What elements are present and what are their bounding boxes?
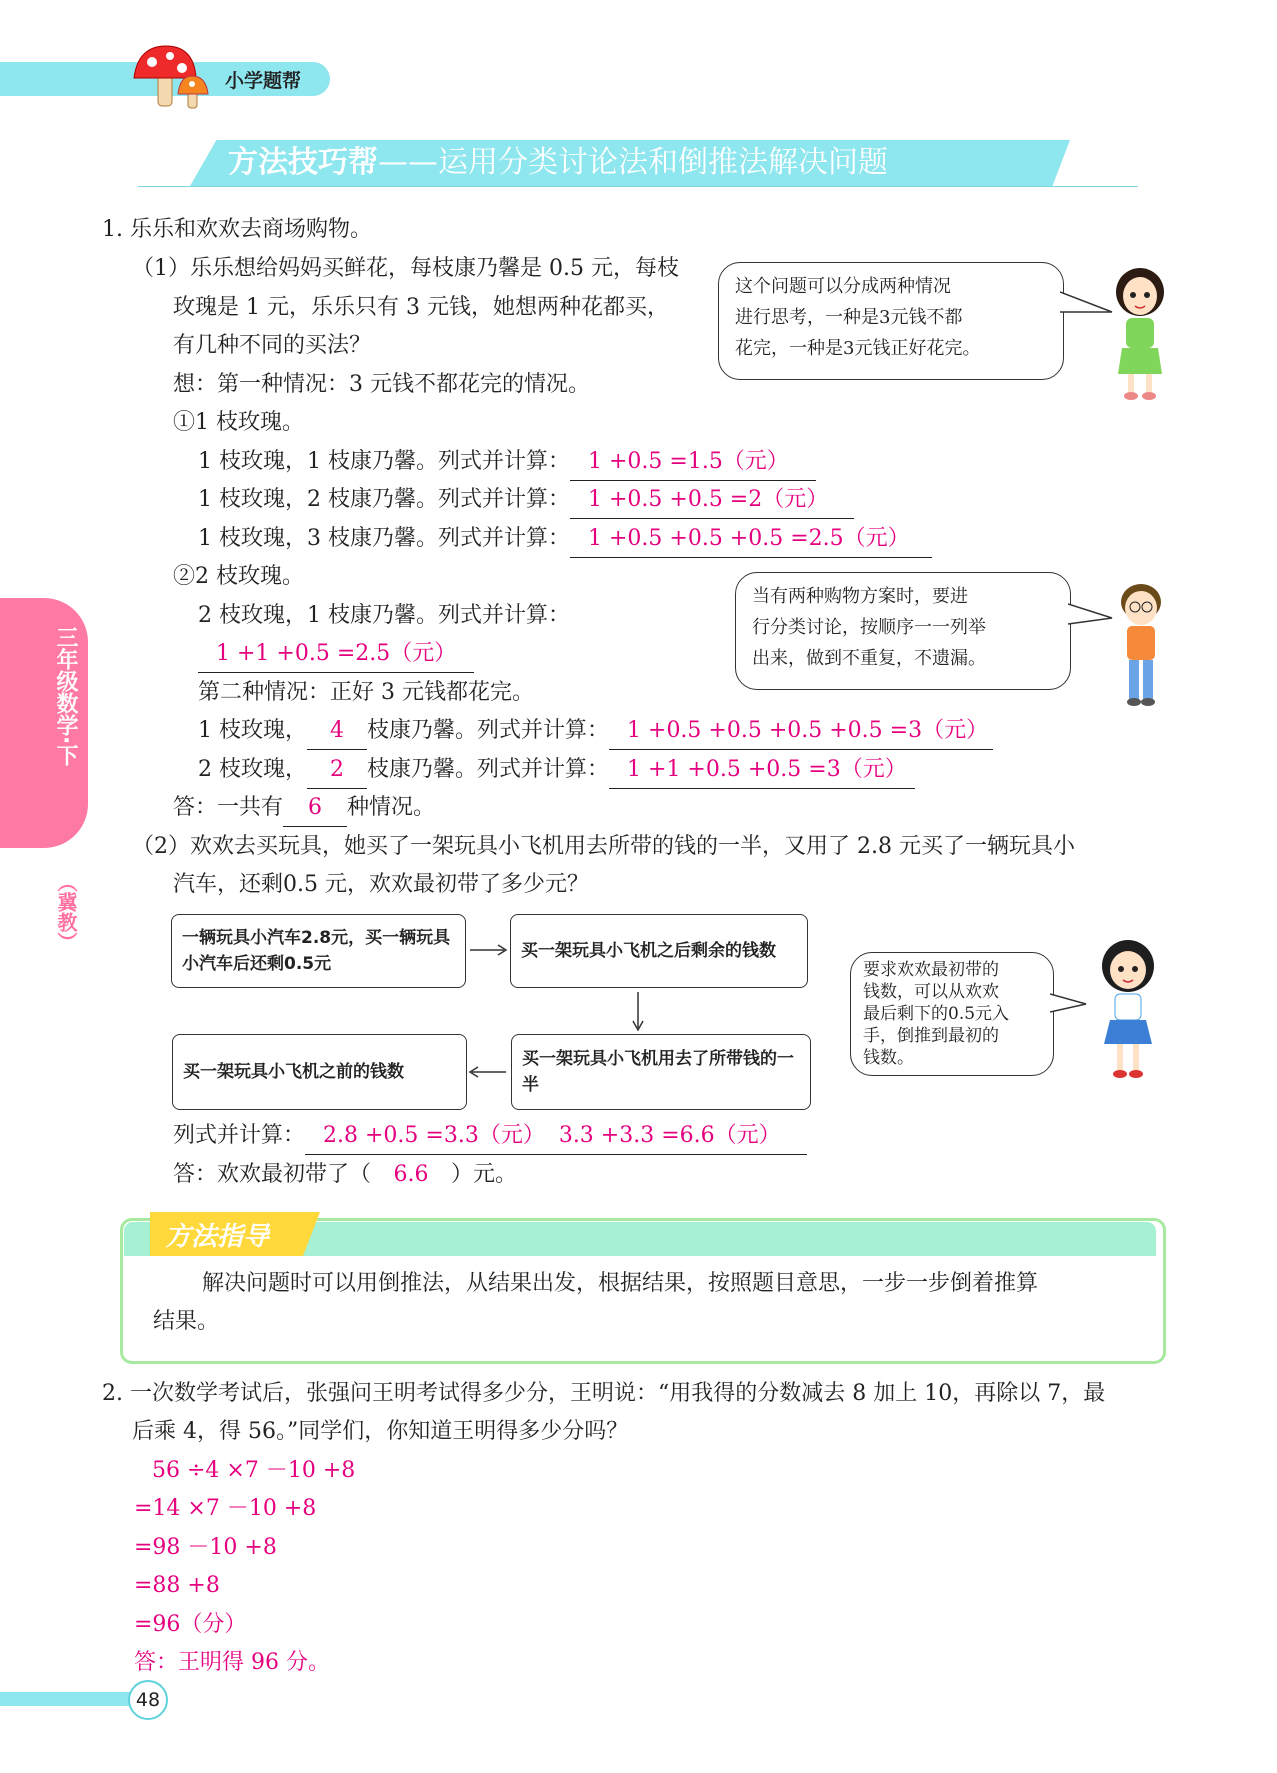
section-title-main: 方法技巧帮 [228,145,378,180]
method-guide-label: 方法指导 [165,1222,270,1252]
q1-p2-line2: 汽车，还剩0.5 元，欢欢最初带了多少元？ [173,872,589,897]
row2-label: 1 枝玫瑰，2 枝康乃馨。列式并计算： [198,487,570,512]
row5-answer: 1 +0.5 +0.5 +0.5 +0.5 =3（元） [609,713,993,750]
q1-p1-line2: 玫瑰是 1 元，乐乐只有 3 元钱，她想两种花都买， [173,295,669,320]
row3-label: 1 枝玫瑰，3 枝康乃馨。列式并计算： [198,526,570,551]
row6-prefix: 2 枝玫瑰， [198,757,307,782]
q2-step: =96（分） [134,1612,247,1637]
bubble1-line: 进行思考，一种是3元钱不都 [735,307,963,328]
section-title-sub: ——运用分类讨论法和倒推法解决问题 [378,145,888,180]
bubble2-line: 当有两种购物方案时，要进 [752,586,968,607]
q1-row4-label: 2 枝玫瑰，1 枝康乃馨。列式并计算： [198,603,570,628]
bubble3-line: 钱数。 [863,1048,914,1068]
method-line1: 解决问题时可以用倒推法，从结果出发，根据结果，按照题目意思，一步一步倒着推算 [202,1271,1039,1296]
row2-answer: 1 +0.5 +0.5 =2（元） [570,482,854,519]
q2-line1: 2. 一次数学考试后，张强问王明考试得多少分，王明说：“用我得的分数减去 8 加上 10，再除以 7，最 [102,1381,1106,1406]
row1-answer: 1 +0.5 =1.5（元） [570,444,816,481]
answer-prefix: 答：一共有 [173,795,284,820]
final-blank: 6.6 [393,1162,429,1187]
q1-final-answer [173,1157,517,1193]
q1-p1-line3: 有几种不同的买法？ [173,333,372,358]
q1-case1: ①1 枝玫瑰。 [173,410,304,435]
row3-answer: 1 +0.5 +0.5 +0.5 =2.5（元） [570,521,932,558]
q2-step: 56 ÷4 ×7 －10 +8 [152,1458,356,1483]
row4-answer: 1 +1 +0.5 =2.5（元） [198,636,474,673]
girl2-character-icon [1088,936,1168,1090]
q1-intro: 1. 乐乐和欢欢去商场购物。 [102,217,372,242]
row5-suffix: 枝康乃馨。列式并计算： [367,718,610,743]
page-number: 48 [128,1680,168,1720]
q2-step: =98 －10 +8 [134,1535,277,1560]
flow-box-after-plane: 买一架玩具小飞机之后剩余的钱数 [510,914,808,988]
row5-blank: 4 [307,713,367,750]
row1-label: 1 枝玫瑰，1 枝康乃馨。列式并计算： [198,449,570,474]
q1-second-case: 第二种情况：正好 3 元钱都花完。 [198,680,534,705]
row5-prefix: 1 枝玫瑰， [198,718,307,743]
brand-label: 小学题帮 [225,70,302,92]
row6-blank: 2 [307,752,367,789]
bubble3-line: 手，倒推到最初的 [863,1026,999,1046]
grade-label: 三年级数学·下 [53,626,78,767]
q2-answer: 答：王明得 96 分。 [134,1650,330,1675]
method-line2: 结果。 [153,1309,220,1334]
bubble3-tail [1050,990,1090,1024]
row6-answer: 1 +1 +0.5 +0.5 =3（元） [609,752,915,789]
bubble3-line: 最后剩下的0.5元入 [863,1004,1010,1024]
edition-label: （冀教） [54,872,78,952]
final-prefix: 答：欢欢最初带了（ [173,1162,372,1187]
bubble2-line: 出来，做到不重复，不遗漏。 [752,648,986,669]
final-suffix: ）元。 [451,1162,518,1187]
answer-blank: 6 [283,790,347,827]
q2-line2: 后乘 4，得 56。”同学们，你知道王明得多少分吗？ [132,1419,629,1444]
hint-bubble-3 [850,952,1054,1076]
q1-think: 想：第一种情况：3 元钱不都花完的情况。 [173,372,590,397]
calc-answer: 2.8 +0.5 =3.3（元） 3.3 +3.3 =6.6（元） [305,1118,807,1155]
bubble3-line: 要求欢欢最初带的 [863,960,999,980]
q1-case2: ②2 枝玫瑰。 [173,564,304,589]
q1-p1-line1: （1）乐乐想给妈妈买鲜花，每枝康乃馨是 0.5 元，每枝 [132,256,679,281]
bubble3-line: 钱数，可以从欢欢 [863,982,999,1002]
flow-box-remaining-after-car: 一辆玩具小汽车2.8元，买一辆玩具小汽车后还剩0.5元 [171,914,466,988]
q1-p2-line1: （2）欢欢去买玩具，她买了一架玩具小飞机用去所带的钱的一半，又用了 2.8 元买了一辆玩具小 [132,834,1075,859]
bubble2-line: 行分类讨论，按顺序一一列举 [752,617,986,638]
flow-box-before-plane: 买一架玩具小飞机之前的钱数 [172,1034,467,1110]
q1-calc [173,1118,807,1155]
q2-step: =14 ×7 －10 +8 [134,1496,317,1521]
q2-step: =88 +8 [134,1573,220,1598]
bubble1-line: 这个问题可以分成两种情况 [735,276,951,297]
calc-label: 列式并计算： [173,1123,306,1148]
bubble1-line: 花完，一种是3元钱正好花完。 [735,338,981,359]
flow-box-plane-half: 买一架玩具小飞机用去了所带钱的一半 [511,1034,811,1110]
row6-suffix: 枝康乃馨。列式并计算： [367,757,610,782]
answer-suffix: 种情况。 [347,795,436,820]
